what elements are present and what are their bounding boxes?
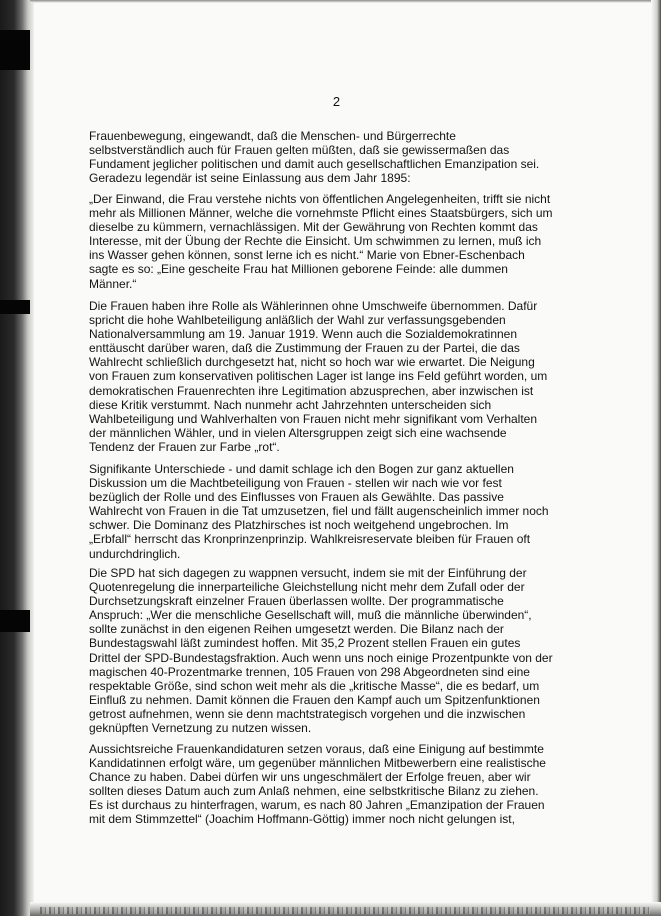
text-line: von Frauen zum konservativen politischen Lager ist lange ins Feld geführt worden, um (89, 369, 548, 384)
paragraph (89, 129, 569, 185)
text-line: magischen 40-Prozentmarke trennen, 105 Frauen von 298 Abgeordneten sind eine (89, 664, 530, 679)
text-line: bezüglich der Rolle und des Einflusses von Frauen als Gewählte. Das passive (89, 490, 504, 505)
paragraph (89, 192, 569, 291)
text-line: Durchsetzungskraft einzelner Frauen überlassen wollte. Der programmatische (89, 594, 504, 609)
paragraph (89, 299, 569, 454)
text-line: dieselbe zu kümmern, vernachlässigen. Mit der Gewährung von Rechten kommt das (89, 220, 538, 235)
text-line: Es ist durchaus zu hinterfragen, warum, es nach 80 Jahren „Emanzipation der Frauen (89, 798, 545, 813)
paragraph (89, 462, 569, 561)
text-line: enttäuscht darüber waren, daß die Zustimmung der Frauen zu der Partei, die das (89, 341, 520, 356)
page-number: 2 (332, 94, 341, 109)
text-line: Die Frauen haben ihre Rolle als Wählerinnen ohne Umschweife übernommen. Dafür (89, 299, 538, 313)
text-line: Wahlrecht von Frauen in die Tat umzusetzen, fiel und fällt augenscheinlich immer noch (89, 504, 549, 519)
text-line: sollte zunächst in den eigenen Reihen umgesetzt werden. Die Bilanz nach der (89, 622, 504, 637)
text-line: „Erbfall“ herrscht das Kronprinzenprinzip. Wahlkreisreservate bleiben für Frauen oft (89, 532, 531, 547)
text-line: selbstverständlich auch für Frauen gelten müßten, daß sie gewissermaßen das (89, 143, 510, 158)
text-line: getrost aufnehmen, wenn sie denn machtstrategisch vorgehen und die inzwischen (89, 706, 526, 721)
text-line: geknüpften Vernetzung zu nutzen wissen. (89, 721, 312, 736)
text-line: respektable Größe, sind schon weit mehr als die „kritische Masse“, die es bedarf, um (89, 678, 540, 693)
scan-right-edge (651, 0, 661, 916)
text-line: Geradezu legendär ist seine Einlassung aus dem Jahr 1895: (89, 171, 411, 186)
text-line: spricht die hohe Wahlbeteiligung anläßlich der Wahl zur verfassungsgebenden (89, 313, 506, 328)
text-line: ins Wasser gehen können, sonst lerne ich es nicht.“ Marie von Ebner-Eschenbach (89, 248, 525, 263)
text-line: Aussichtsreiche Frauenkandidaturen setzen voraus, daß eine Einigung auf bestimmte (89, 742, 544, 756)
text-line: Männer.“ (89, 276, 137, 291)
text-line: Chance zu haben. Dabei dürfen wir uns ungeschmälert der Erfolge freuen, aber wir (89, 770, 531, 785)
text-line: diese Kritik verstummt. Nach nunmehr acht Jahrzehnten unterscheiden sich (89, 397, 492, 412)
text-line: Wahlrecht schließlich durchgesetzt hat, nicht so hoch war wie erwartet. Die Neigung (89, 355, 535, 370)
scan-dark-mark (0, 610, 30, 632)
text-line: „Der Einwand, die Frau verstehe nichts von öffentlichen Angelegenheiten, trifft sie nicht (89, 192, 551, 206)
text-line: Wahlbeteiligung und Wahlverhalten von Frauen nicht mehr signifikant vom Verhalten (89, 411, 538, 426)
paragraph (89, 566, 569, 735)
scan-top-edge (30, 0, 661, 3)
scan-dark-mark (0, 30, 30, 70)
text-line: mit dem Stimmzettel“ (Joachim Hoffmann-Göttig) immer noch nicht gelungen ist, (89, 812, 515, 827)
text-line: Bundestagswahl läßt zumindest hoffen. Mit 35,2 Prozent stellen Frauen ein gutes (89, 636, 521, 651)
scan-binding-shadow (0, 0, 34, 916)
text-line: Einfluß zu nehmen. Damit können die Frauen den Kampf auch um Spitzenfunktionen (89, 692, 540, 707)
text-line: der männlichen Wähler, und in vielen Altersgruppen zeigt sich eine wachsende (89, 425, 507, 440)
text-line: demokratischen Frauenrechten ihre Legitimation abzusprechen, aber inzwischen ist (89, 383, 534, 398)
text-line: Die SPD hat sich dagegen zu wappnen versucht, indem sie mit der Einführung der (89, 566, 527, 580)
text-line: sollten dieses Datum auch zum Anlaß nehmen, eine selbstkritische Bilanz zu ziehen. (89, 784, 539, 799)
text-line: Interesse, mit der Übung der Rechte die Einsicht. Um schwimmen zu lernen, muß ich (89, 234, 542, 249)
text-line: Tendenz der Frauen zur Farbe „rot“. (89, 439, 280, 454)
text-line: Kandidatinnen erfolgt wäre, um gegenüber männlichen Mitbewerbern eine realistische (89, 756, 546, 771)
text-line: Diskussion um die Machtbeteiligung von Frauen - stellen wir nach wie vor fest (89, 476, 502, 491)
text-line: schwer. Die Dominanz des Platzhirsches ist noch weitgehend ungebrochen. Im (89, 518, 509, 533)
text-line: Fundament jeglicher politischen und damit auch gesellschaftlichen Emanzipation sei. (89, 157, 540, 172)
scan-dark-mark (0, 300, 30, 314)
text-line: Anspruch: „Wer die menschliche Gesellschaft will, muß die männliche überwinden“, (89, 608, 532, 623)
text-line: sagte es so: „Eine gescheite Frau hat Millionen geborene Feinde: alle dummen (89, 262, 508, 277)
text-line: undurchdringlich. (89, 546, 181, 561)
text-line: Signifikante Unterschiede - und damit schlage ich den Bogen zur ganz aktuellen (89, 462, 514, 476)
scan-bottom-noise (40, 907, 650, 914)
text-line: Nationalversammlung am 19. Januar 1919. Wenn auch die Sozialdemokratinnen (89, 327, 518, 342)
text-line: mehr als Millionen Männer, welche die vornehmste Pflicht eines Staatsbürgers, sich um (89, 206, 553, 221)
text-line: Quotenregelung die innerparteiliche Gleichstellung nicht mehr dem Zufall oder der (89, 580, 525, 595)
text-line: Drittel der SPD-Bundestagsfraktion. Auch wenn uns noch einige Prozentpunkte von der (89, 650, 553, 665)
text-line: Frauenbewegung, eingewandt, daß die Menschen- und Bürgerrechte (89, 129, 456, 143)
paragraph (89, 742, 569, 827)
